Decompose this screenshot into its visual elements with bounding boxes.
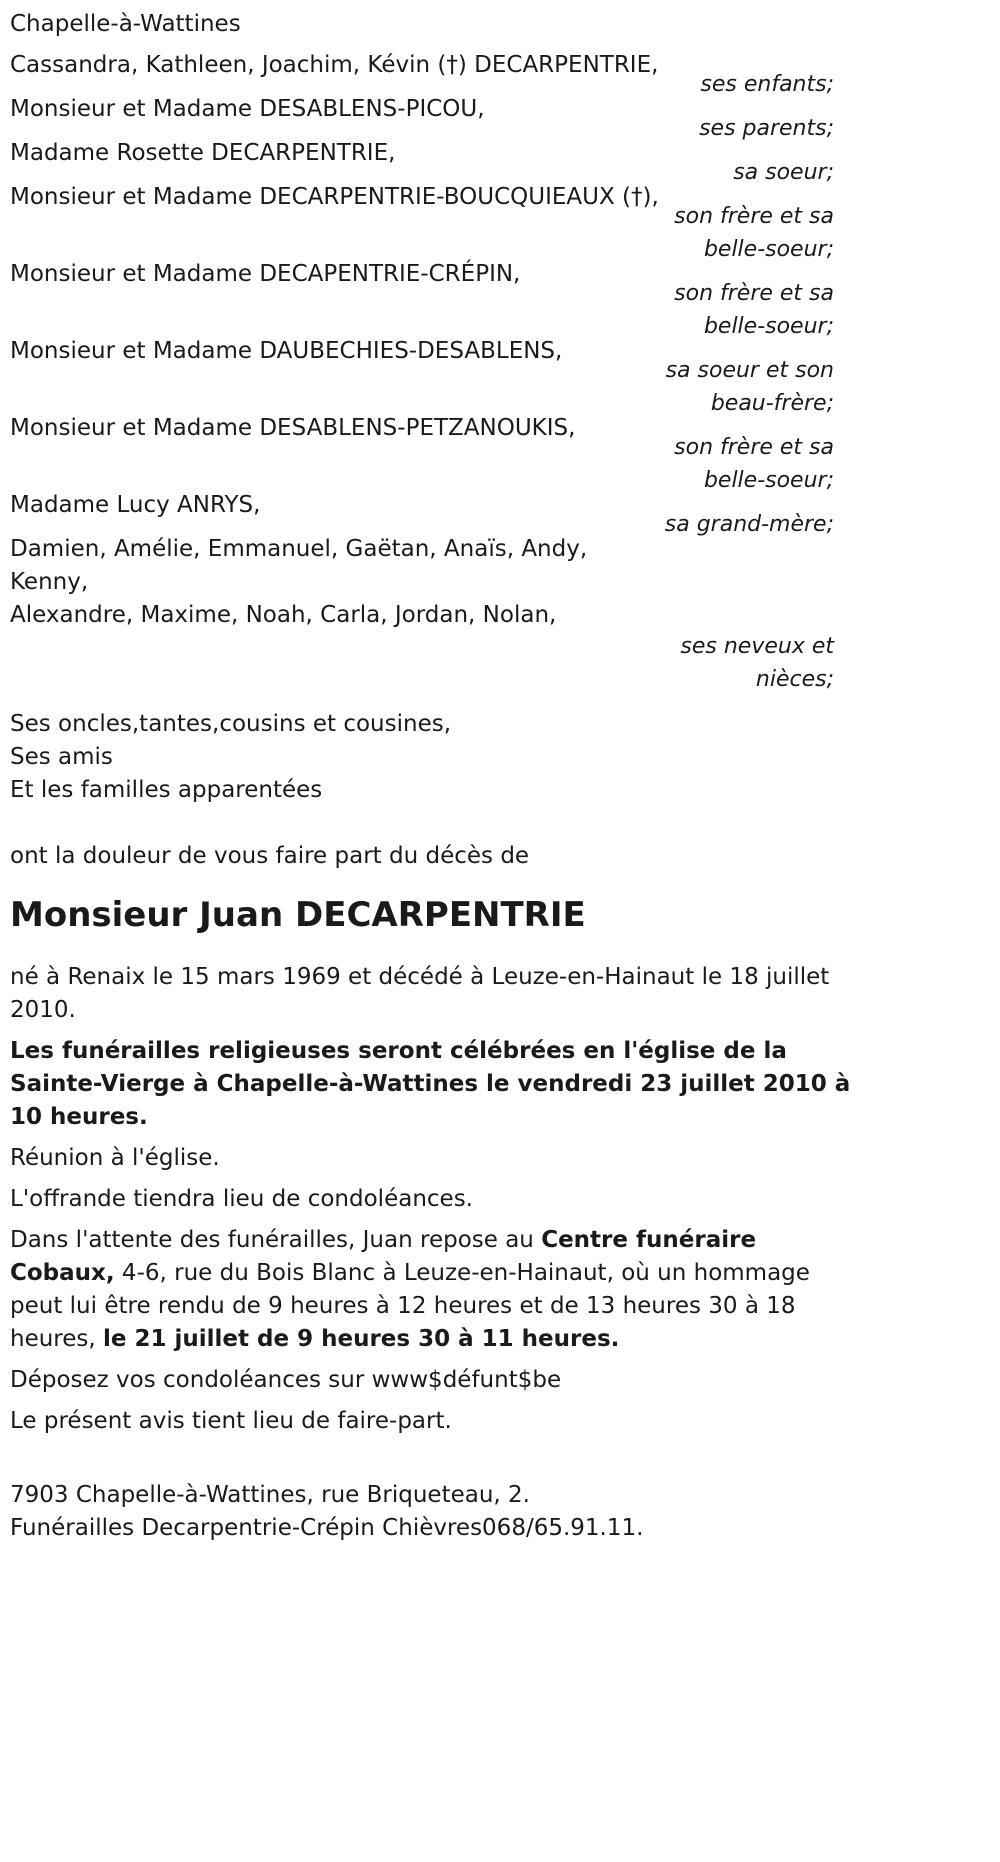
funeral-info: Les funérailles religieuses seront célébrées en l'église de la Sainte-Vierge à Chapelle-à-Wattines le vendredi 23 juillet 2010 à 10 heures. — [10, 1038, 851, 1130]
family-relation: sa soeur et son — [665, 358, 834, 383]
family-entry — [10, 181, 860, 266]
family-relation: nièces; — [755, 667, 834, 692]
family-relation: beau-frère; — [710, 391, 834, 416]
family-name: Monsieur et Madame DECARPENTRIE-BOUCQUIEAUX (†), — [10, 184, 659, 210]
repose-info — [10, 1224, 860, 1356]
offering-info: L'offrande tiendra lieu de condoléances. — [10, 1186, 473, 1212]
family-name: Alexandre, Maxime, Noah, Carla, Jordan, Nolan, — [10, 602, 557, 628]
meeting-info: Réunion à l'église. — [10, 1145, 220, 1171]
family-relation: belle-soeur; — [703, 314, 834, 339]
repose-intro: Dans l'attente des funérailles, Juan repose au — [10, 1227, 542, 1253]
others-block — [10, 708, 860, 807]
family-name: Monsieur et Madame DESABLENS-PETZANOUKIS, — [10, 415, 576, 441]
family-name: Cassandra, Kathleen, Joachim, Kévin (†) DECARPENTRIE, — [10, 52, 659, 78]
family-name: Madame Rosette DECARPENTRIE, — [10, 140, 396, 166]
family-relation: ses parents; — [699, 116, 834, 141]
family-relation: son frère et sa — [674, 435, 834, 460]
others-line: Ses amis — [10, 744, 113, 770]
family-relation: ses enfants; — [700, 72, 834, 97]
family-name: Monsieur et Madame DAUBECHIES-DESABLENS, — [10, 338, 563, 364]
undertaker: Funérailles Decarpentrie-Crépin Chièvres068/65.91.11. — [10, 1515, 644, 1541]
family-name: Madame Lucy ANRYS, — [10, 492, 261, 518]
family-entry — [10, 412, 860, 497]
repose-place: Centre funéraire Cobaux, — [10, 1227, 757, 1286]
condolences-info: Déposez vos condoléances sur www$défunt$be — [10, 1367, 562, 1393]
family-relation: sa grand-mère; — [664, 512, 834, 537]
family-relation: son frère et sa — [674, 281, 834, 306]
deceased-name: Monsieur Juan DECARPENTRIE — [10, 895, 586, 935]
family-relation: ses neveux et — [680, 634, 834, 659]
family-name: Monsieur et Madame DECAPENTRIE-CRÉPIN, — [10, 261, 521, 287]
repose-middle: 4-6, rue du Bois Blanc à Leuze-en-Hainaut, où un hommage peut lui être rendu de 9 heures à 12 heures et de 13 heures 30 à 18 heures, — [10, 1260, 810, 1352]
family-name: Damien, Amélie, Emmanuel, Gaëtan, Anaïs, Andy, Kenny, — [10, 536, 588, 595]
repose-extra: le 21 juillet de 9 heures 30 à 11 heures. — [103, 1326, 620, 1352]
others-line: Ses oncles,tantes,cousins et cousines, — [10, 711, 452, 737]
birth-death: né à Renaix le 15 mars 1969 et décédé à Leuze-en-Hainaut le 18 juillet 2010. — [10, 964, 830, 1023]
notice-info: Le présent avis tient lieu de faire-part. — [10, 1408, 452, 1434]
family-name: Monsieur et Madame DESABLENS-PICOU, — [10, 96, 485, 122]
family-relation: belle-soeur; — [703, 237, 834, 262]
others-line: Et les familles apparentées — [10, 777, 323, 803]
family-entry — [10, 335, 860, 420]
family-relation: sa soeur; — [733, 160, 834, 185]
announcement: ont la douleur de vous faire part du décès de — [10, 843, 530, 869]
family-entry — [10, 533, 860, 696]
family-relation: belle-soeur; — [703, 468, 834, 493]
family-relation: son frère et sa — [674, 204, 834, 229]
family-entry — [10, 258, 860, 343]
header-location: Chapelle-à-Wattines — [10, 11, 241, 37]
address: 7903 Chapelle-à-Wattines, rue Briqueteau, 2. — [10, 1482, 530, 1508]
